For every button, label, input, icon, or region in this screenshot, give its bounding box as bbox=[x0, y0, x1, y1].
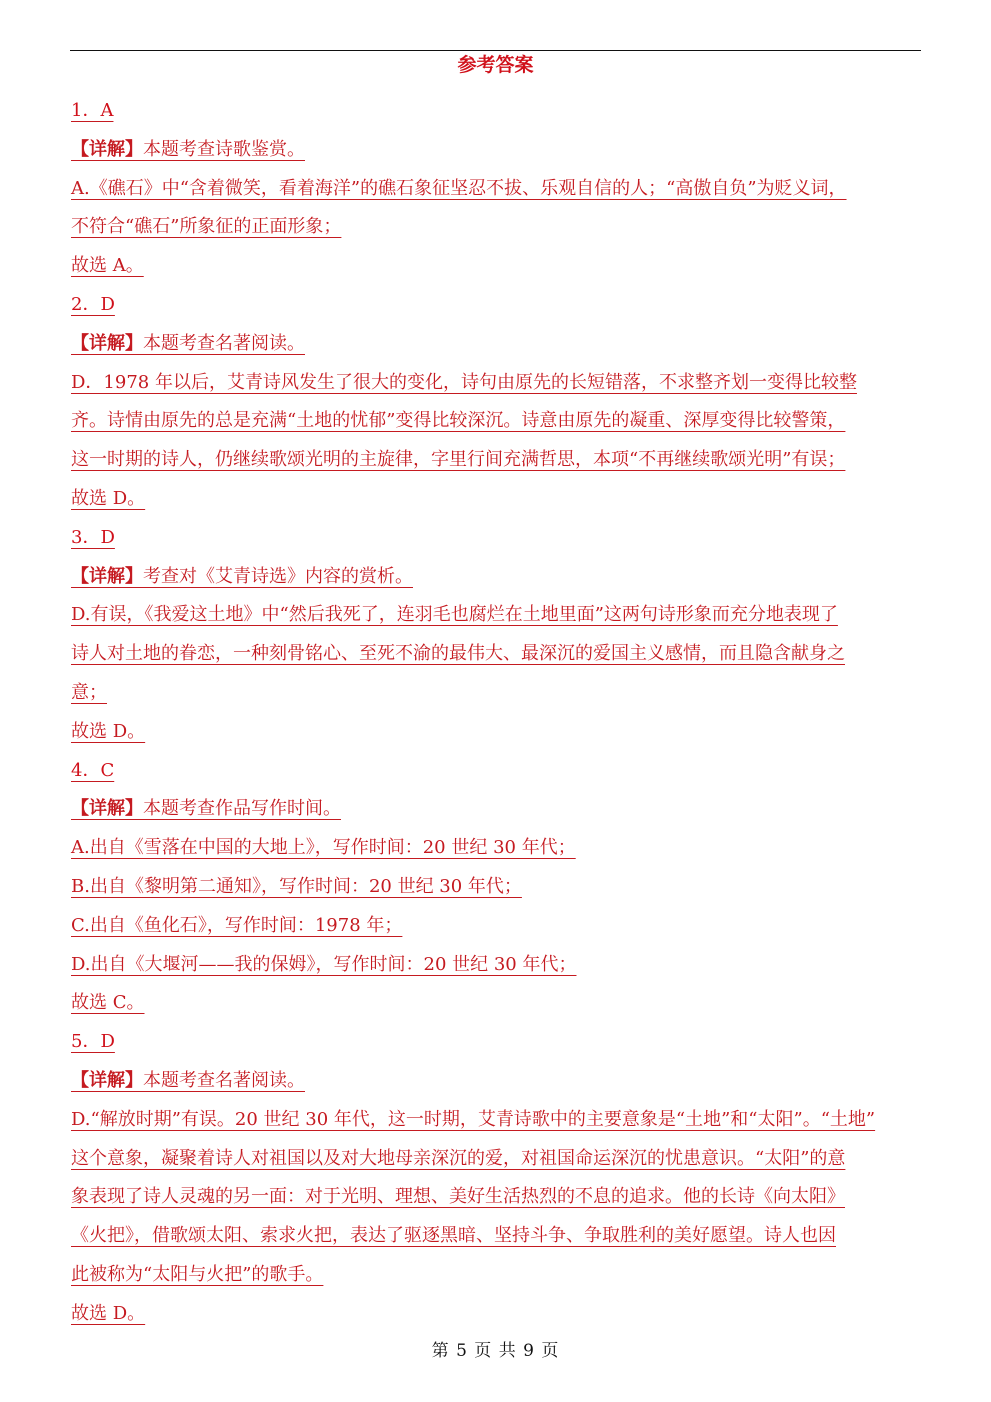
explanation-line: C.出自《鱼化石》，写作时间：1978 年； bbox=[71, 914, 403, 936]
explanation-line: A.《礁石》中“含着微笑，看着海洋”的礁石象征坚忍不拔、乐观自信的人；“高傲自负”为贬义词， bbox=[71, 177, 847, 199]
answer-list bbox=[71, 92, 921, 1334]
answer-number: 5．D bbox=[71, 1031, 115, 1053]
explanation-line: D.“解放时期”有误。20 世纪 30 年代，这一时期，艾青诗歌中的主要意象是“土地”和“太阳”。“土地” bbox=[71, 1108, 876, 1130]
page-footer: 第 5 页 共 9 页 bbox=[431, 1341, 560, 1361]
analysis-tag: 【详解】 bbox=[71, 1069, 143, 1091]
answer-block bbox=[71, 1023, 921, 1333]
analysis-tag: 【详解】 bbox=[71, 565, 143, 587]
answer-block bbox=[71, 752, 921, 1024]
conclusion-line: 故选 D。 bbox=[71, 1302, 146, 1324]
explanation-line: 这一时期的诗人，仍继续歌颂光明的主旋律，字里行间充满哲思，本项“不再继续歌颂光明”有误； bbox=[71, 449, 846, 471]
answer-block bbox=[71, 92, 921, 286]
header-rule bbox=[70, 50, 921, 51]
analysis-line bbox=[71, 1070, 305, 1091]
analysis-line bbox=[71, 798, 341, 819]
analysis-text: 本题考查名著阅读。 bbox=[143, 1069, 305, 1091]
analysis-tag: 【详解】 bbox=[71, 798, 143, 820]
explanation-line: 象表现了诗人灵魂的另一面：对于光明、理想、美好生活热烈的不息的追求。他的长诗《向太阳》 bbox=[71, 1186, 845, 1208]
explanation-line: 不符合“礁石”所象征的正面形象； bbox=[71, 216, 342, 238]
analysis-text: 本题考查名著阅读。 bbox=[143, 332, 305, 354]
analysis-line bbox=[71, 333, 305, 354]
page-title: 参考答案 bbox=[457, 54, 534, 76]
conclusion-line: 故选 A。 bbox=[71, 255, 144, 277]
analysis-text: 本题考查诗歌鉴赏。 bbox=[143, 138, 305, 160]
conclusion-line: 故选 D。 bbox=[71, 487, 146, 509]
analysis-tag: 【详解】 bbox=[71, 138, 143, 160]
conclusion-line: 故选 C。 bbox=[71, 992, 145, 1014]
answer-number: 1．A bbox=[71, 100, 114, 121]
analysis-tag: 【详解】 bbox=[71, 332, 143, 354]
analysis-text: 考查对《艾青诗选》内容的赏析。 bbox=[143, 565, 413, 587]
explanation-line: 此被称为“太阳与火把”的歌手。 bbox=[71, 1263, 324, 1285]
explanation-line: 齐。诗情由原先的总是充满“土地的忧郁”变得比较深沉。诗意由原先的凝重、深厚变得比较警策， bbox=[71, 410, 846, 432]
answer-number: 3．D bbox=[71, 526, 115, 548]
explanation-line: B.出自《黎明第二通知》，写作时间：20 世纪 30 年代； bbox=[71, 875, 522, 897]
analysis-line bbox=[71, 139, 305, 160]
explanation-line: A.出自《雪落在中国的大地上》，写作时间：20 世纪 30 年代； bbox=[71, 837, 576, 859]
answer-number: 2．D bbox=[71, 293, 115, 315]
conclusion-line: 故选 D。 bbox=[71, 720, 146, 742]
explanation-line: D．1978 年以后，艾青诗风发生了很大的变化，诗句由原先的长短错落，不求整齐划一变得比较整 bbox=[71, 371, 857, 393]
analysis-line bbox=[71, 566, 413, 587]
explanation-line: 这个意象，凝聚着诗人对祖国以及对大地母亲深沉的爱，对祖国命运深沉的忧患意识。“太阳”的意 bbox=[71, 1147, 846, 1169]
explanation-line: D.有误，《我爱这土地》中“然后我死了，连羽毛也腐烂在土地里面”这两句诗形象而充分地表现了 bbox=[71, 604, 838, 626]
explanation-line: 《火把》，借歌颂太阳、索求火把，表达了驱逐黑暗、坚持斗争、争取胜利的美好愿望。诗人也因 bbox=[71, 1225, 836, 1247]
explanation-line: 诗人对土地的眷恋，一种刻骨铭心、至死不渝的最伟大、最深沉的爱国主义感情，而且隐含献身之 bbox=[71, 643, 845, 665]
explanation-line: D.出自《大堰河——我的保姆》，写作时间：20 世纪 30 年代； bbox=[71, 953, 577, 975]
answer-block bbox=[71, 519, 921, 752]
explanation-line: 意； bbox=[71, 681, 107, 703]
analysis-text: 本题考查作品写作时间。 bbox=[143, 798, 341, 820]
answer-number: 4．C bbox=[71, 759, 115, 781]
answer-block bbox=[71, 286, 921, 519]
